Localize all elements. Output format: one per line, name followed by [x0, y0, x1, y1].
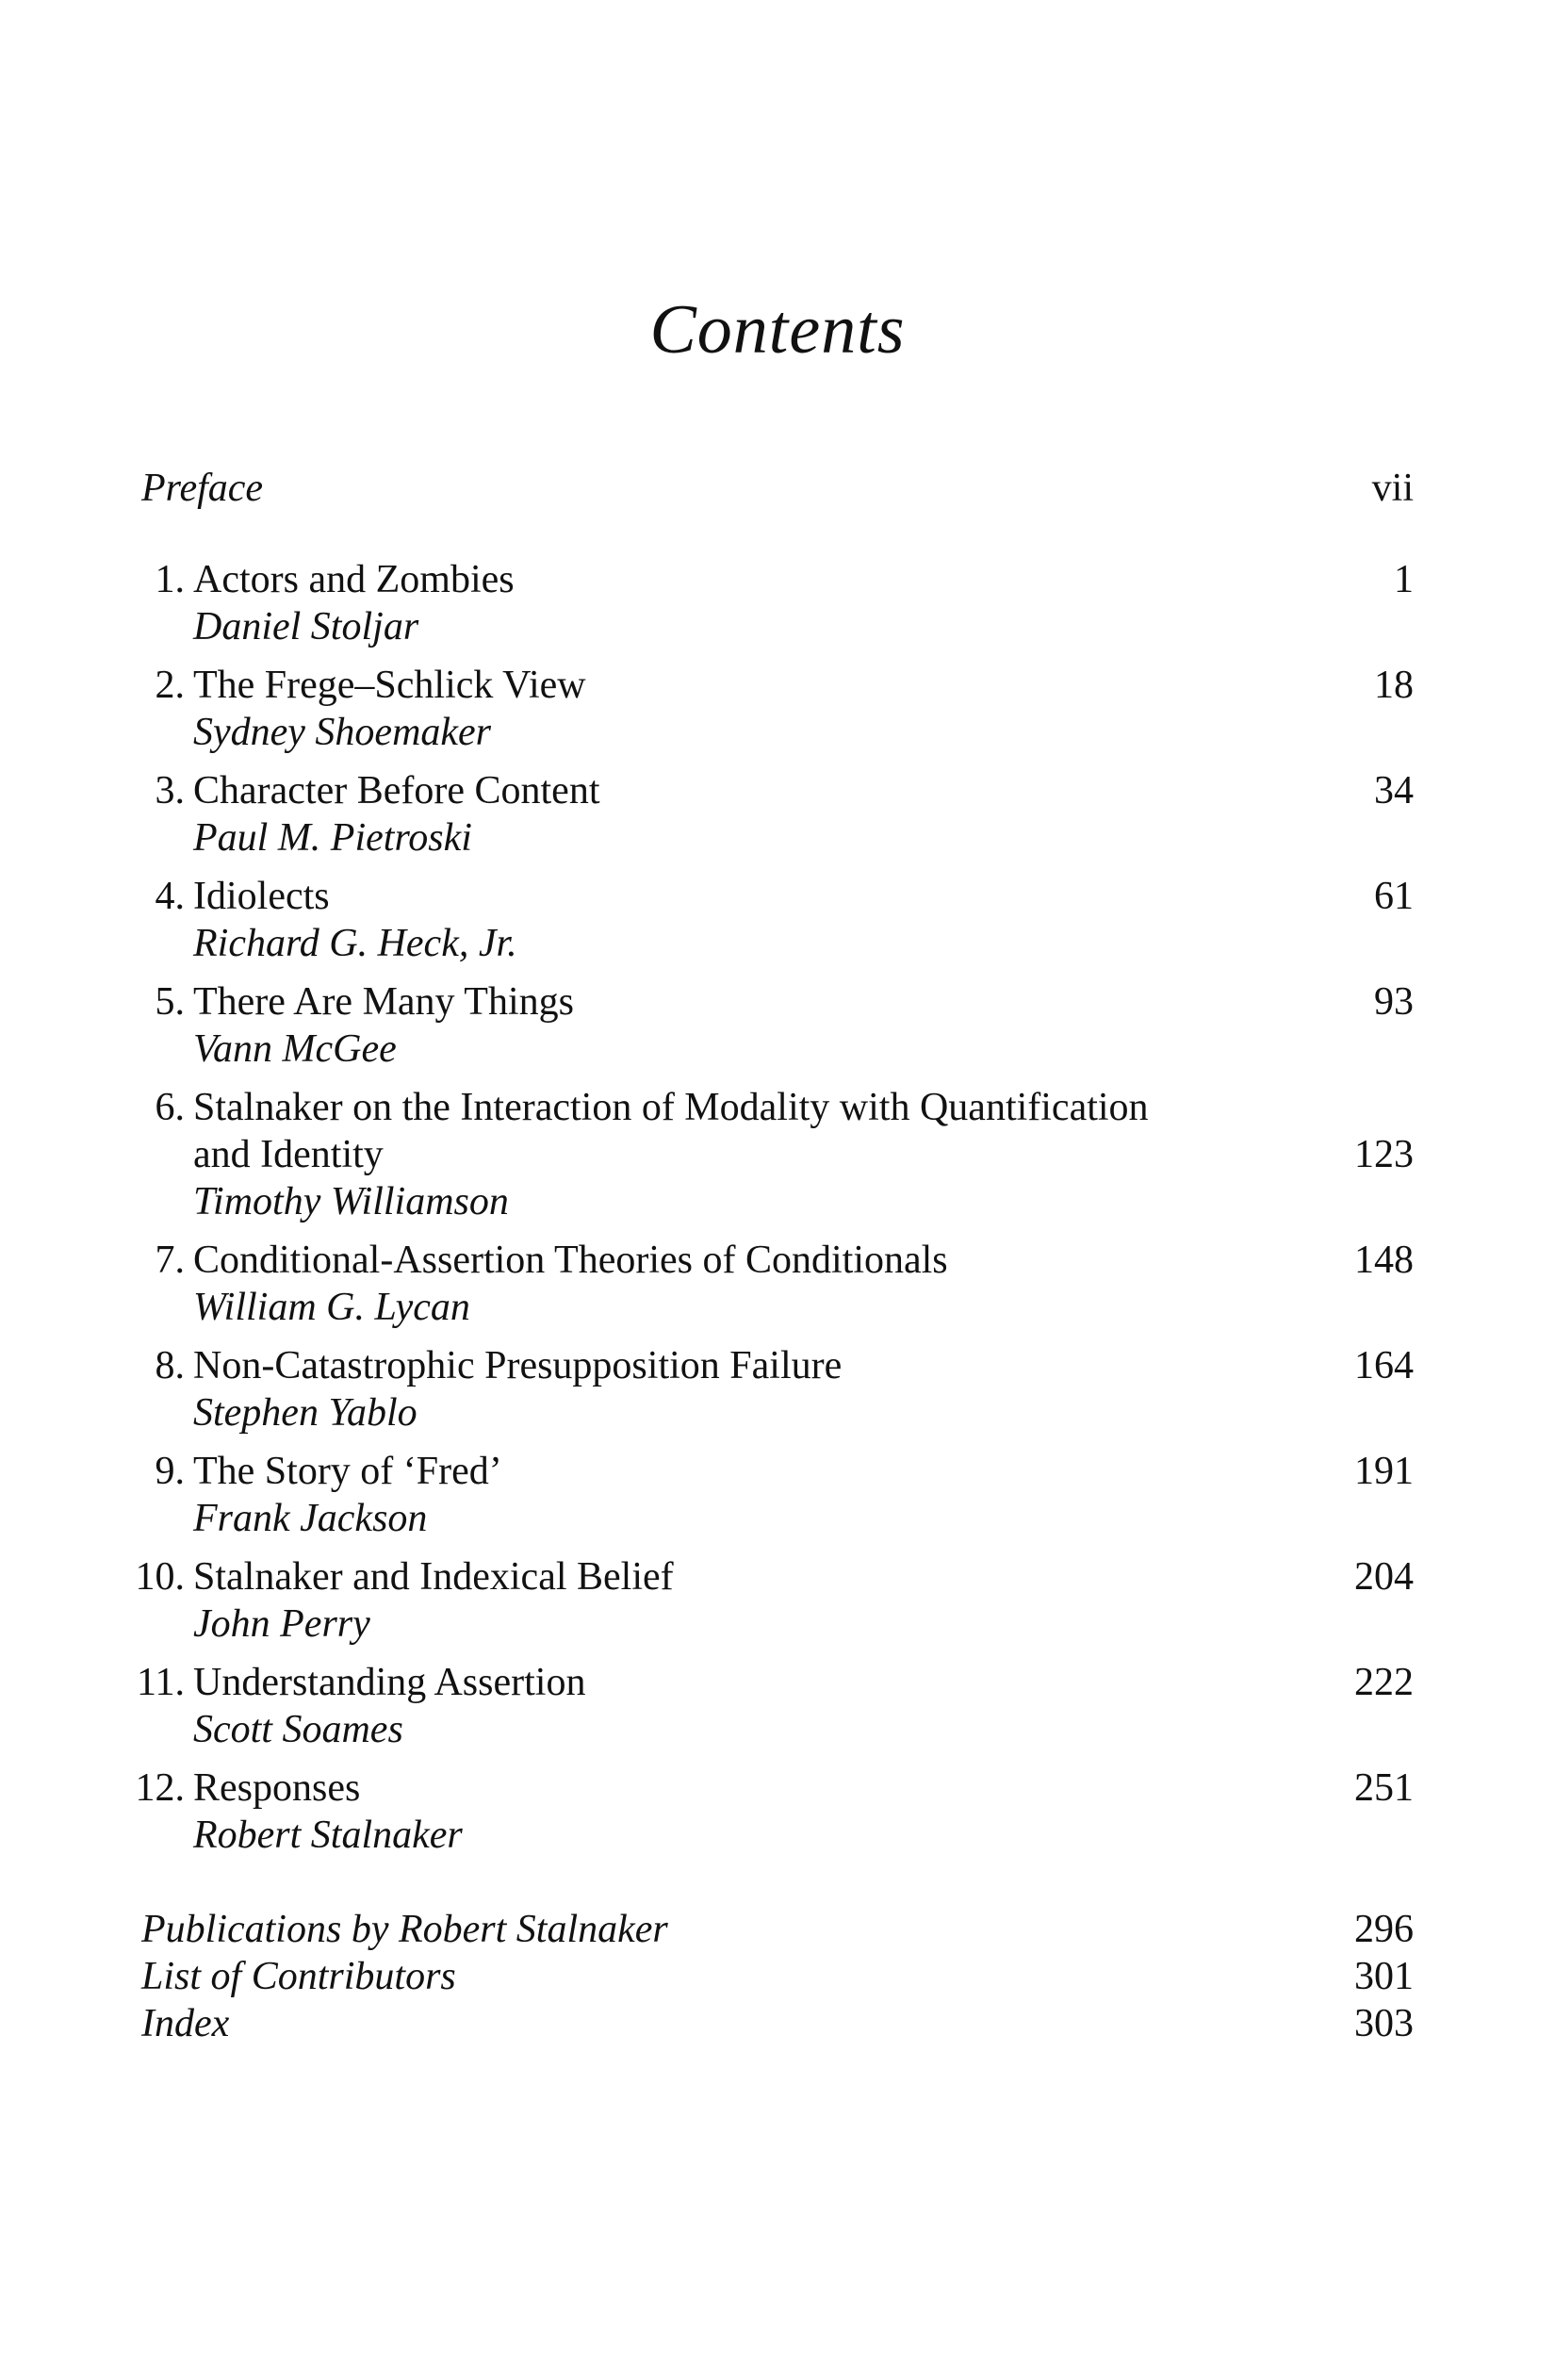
- chapter-number: 3.: [155, 769, 185, 812]
- chapter-entry: [113, 1659, 1414, 1753]
- preface-page: vii: [1371, 467, 1414, 510]
- chapter-entry: [113, 1448, 1414, 1542]
- chapter-page: 18: [1374, 664, 1414, 707]
- back-matter-entry: [113, 1906, 1414, 1953]
- chapter-page: 222: [1354, 1661, 1414, 1704]
- chapter-author: Robert Stalnaker: [193, 1814, 463, 1857]
- chapter-number: 8.: [155, 1344, 185, 1387]
- chapter-entry: [113, 873, 1414, 967]
- chapter-number: 7.: [155, 1239, 185, 1282]
- chapter-author: Paul M. Pietroski: [193, 816, 472, 860]
- back-matter-label: Index: [141, 2002, 230, 2045]
- chapter-author: Daniel Stoljar: [193, 605, 419, 648]
- chapter-author: Vann McGee: [193, 1027, 397, 1071]
- chapter-page: 191: [1354, 1450, 1414, 1493]
- chapter-author: Sydney Shoemaker: [193, 711, 492, 754]
- chapter-number: 6.: [155, 1086, 185, 1129]
- chapter-entry: [113, 1764, 1414, 1859]
- chapter-author: Timothy Williamson: [193, 1180, 509, 1223]
- back-matter-entry: [113, 1953, 1414, 2000]
- chapter-page: 93: [1374, 980, 1414, 1024]
- chapter-author: William G. Lycan: [193, 1286, 470, 1329]
- chapter-page: 1: [1394, 558, 1414, 601]
- chapter-title: There Are Many Things: [193, 980, 574, 1024]
- chapter-page: 34: [1374, 769, 1414, 812]
- chapter-title: The Story of ‘Fred’: [193, 1450, 502, 1493]
- chapter-title: Actors and Zombies: [193, 558, 515, 601]
- chapter-list: [113, 556, 1414, 1870]
- back-matter-entry: [113, 2000, 1414, 2047]
- chapter-title: Character Before Content: [193, 769, 600, 812]
- chapter-entry: [113, 1553, 1414, 1648]
- chapter-page: 204: [1354, 1555, 1414, 1599]
- chapter-number: 5.: [155, 980, 185, 1024]
- chapter-number: 12.: [135, 1766, 185, 1810]
- chapter-number: 2.: [155, 664, 185, 707]
- chapter-number: 11.: [137, 1661, 185, 1704]
- chapter-number: 10.: [135, 1555, 185, 1599]
- chapter-title: Stalnaker and Indexical Belief: [193, 1555, 674, 1599]
- chapter-author: Scott Soames: [193, 1708, 403, 1751]
- back-matter-label: List of Contributors: [141, 1955, 456, 1998]
- chapter-title: Conditional-Assertion Theories of Conditionals: [193, 1239, 948, 1282]
- chapter-entry: [113, 1237, 1414, 1331]
- chapter-page: 61: [1374, 875, 1414, 918]
- chapter-page: 251: [1354, 1766, 1414, 1810]
- back-matter-label: Publications by Robert Stalnaker: [141, 1908, 668, 1951]
- chapter-title: Responses: [193, 1766, 361, 1810]
- chapter-page: 123: [1354, 1133, 1414, 1176]
- chapter-number: 4.: [155, 875, 185, 918]
- back-matter-page: 296: [1354, 1908, 1414, 1951]
- chapter-title: Non-Catastrophic Presupposition Failure: [193, 1344, 843, 1387]
- chapter-title: Idiolects: [193, 875, 330, 918]
- preface-entry: [113, 465, 1414, 512]
- chapter-author: Stephen Yablo: [193, 1391, 417, 1435]
- chapter-page: 164: [1354, 1344, 1414, 1387]
- chapter-entry: [113, 662, 1414, 756]
- chapter-author: Frank Jackson: [193, 1497, 428, 1540]
- chapter-author: Richard G. Heck, Jr.: [193, 922, 517, 965]
- back-matter-page: 301: [1354, 1955, 1414, 1998]
- chapter-title: The Frege–Schlick View: [193, 664, 586, 707]
- chapter-page: 148: [1354, 1239, 1414, 1282]
- chapter-entry: [113, 978, 1414, 1073]
- page-title: Contents: [649, 291, 906, 369]
- chapter-title-line1: Stalnaker on the Interaction of Modality with Quantification: [193, 1086, 1149, 1129]
- preface-label: Preface: [141, 467, 264, 510]
- chapter-entry: [113, 767, 1414, 862]
- back-matter-page: 303: [1354, 2002, 1414, 2045]
- chapter-entry: [113, 1084, 1414, 1225]
- chapter-entry: [113, 556, 1414, 650]
- chapter-entry: [113, 1342, 1414, 1436]
- chapter-title: Understanding Assertion: [193, 1661, 586, 1704]
- chapter-author: John Perry: [193, 1602, 370, 1646]
- back-matter-list: [113, 1906, 1414, 2047]
- chapter-number: 9.: [155, 1450, 185, 1493]
- chapter-number: 1.: [155, 558, 185, 601]
- chapter-title-line2: and Identity: [193, 1133, 384, 1176]
